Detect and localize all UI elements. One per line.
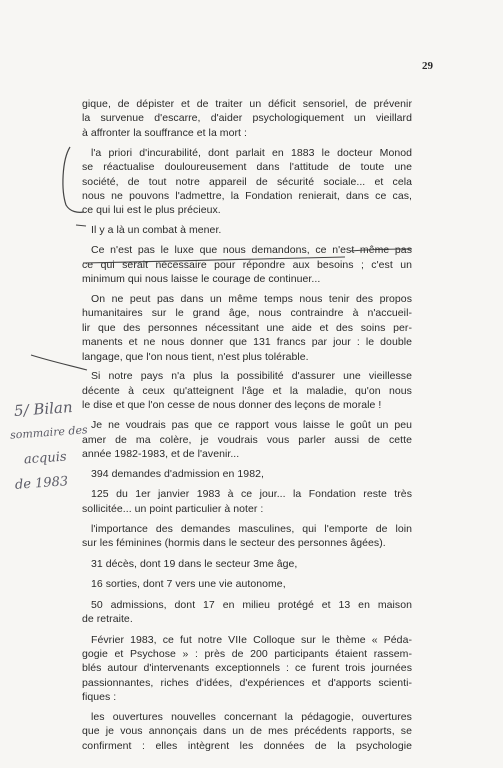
margin-note-line: de 1983	[14, 474, 69, 493]
paragraph-colloque	[82, 633, 412, 705]
paragraph-colere	[82, 418, 412, 461]
text-line: humanitaires sur le grand âge, nous contraindre à n'accueil-	[82, 307, 412, 320]
paragraph-masculines	[82, 522, 412, 551]
text-line: lir que des personnes nécessitant une aide et des soins per-	[82, 321, 412, 334]
paragraph-admissions	[82, 598, 412, 627]
text-line: l'a priori d'incurabilité, dont parlait en 1883 le docteur Monod	[91, 146, 412, 159]
text-line: fiques :	[82, 691, 117, 704]
margin-note-line: acquis	[23, 449, 68, 468]
text-line: 16 sorties, dont 7 vers une vie autonome,	[91, 578, 286, 591]
text-line: société, de tout notre appareil de sécurité sociale... et cela	[82, 175, 412, 188]
text-line: ce qui lui est le plus précieux.	[82, 204, 221, 217]
text-line: amer de ma colère, je voudrais vous parler aussi de cette	[82, 433, 412, 446]
paragraph-luxe	[82, 243, 412, 286]
text-line: Je ne voudrais pas que ce rapport vous laisse le goût un peu	[91, 419, 412, 432]
text-line: de retraite.	[82, 613, 133, 626]
text-line: gique, de dépister et de traiter un déficit sensoriel, de prévenir	[82, 98, 412, 110]
text-line: décente à ceux qu'atteignent l'âge et la maladie, qu'on nous	[82, 384, 412, 397]
paragraph-sollicitee	[82, 487, 412, 516]
text-line: ce qui serait nécessaire pour répondre aux besoins ; c'est un	[82, 258, 412, 271]
text-line: 125 du 1er janvier 1983 à ce jour... la Fondation reste très	[91, 488, 412, 501]
text-line: se réactualise douloureusement dans l'attitude de toute une	[82, 161, 412, 174]
margin-arrow-mark	[31, 355, 87, 370]
text-line: Février 1983, ce fut notre VIIe Colloque sur le thème « Péda-	[91, 633, 412, 646]
margin-note-line: 5/ Bilan	[13, 397, 74, 421]
text-line: manents et ne nous donner que 131 francs par jour : le double	[82, 336, 412, 349]
paragraph-combat	[82, 223, 412, 237]
text-line: Ce n'est pas le luxe que nous demandons, ce n'est même pas	[91, 244, 412, 257]
text-line: à affronter la souffrance et la mort :	[82, 126, 247, 139]
paragraph-demandes	[82, 467, 412, 481]
body-text	[82, 97, 412, 759]
text-line: la survenue d'escarre, d'aider psychologiquement un vieillard	[82, 112, 412, 125]
text-line: Il y a là un combat à mener.	[91, 224, 222, 237]
text-line: sur les féminines (hormis dans le secteur des personnes âgées).	[82, 537, 386, 550]
text-line: passionnantes, riches d'idées, d'expériences et d'apports scienti-	[82, 676, 412, 689]
text-line: les ouvertures nouvelles concernant la pédagogie, ouvertures	[91, 711, 412, 724]
text-line: 50 admissions, dont 17 en milieu protégé et 13 en maison	[91, 598, 412, 611]
text-line: sollicitée... un point particulier à noter :	[82, 502, 264, 515]
text-line: blés autour d'intervenants exceptionnels : ce furent trois journées	[82, 662, 412, 675]
text-line: nous ne pouvons l'admettre, la Fondation renierait, dans ce cas,	[82, 189, 412, 202]
paragraph-sorties	[82, 577, 412, 591]
text-line: année 1982-1983, et de l'avenir...	[82, 447, 240, 460]
paragraph-vieillesse	[82, 369, 412, 412]
text-line: l'importance des demandes masculines, qui l'emporte de loin	[91, 523, 412, 536]
text-line: Si notre pays n'a plus la possibilité d'assurer une vieillesse	[91, 370, 412, 383]
text-line: confirment : elles intègrent les données de la psychologie	[82, 739, 412, 752]
margin-note-line: sommaire des	[9, 423, 89, 442]
text-line: On ne peut pas dans un même temps nous tenir des propos	[91, 292, 412, 305]
text-line: que je vous annonçais dans un de mes précédents rapports, se	[82, 725, 412, 738]
text-line: 31 décès, dont 19 dans le secteur 3me âge,	[91, 557, 298, 570]
text-line: gogie et Psychose » : près de 200 participants étaient rassem-	[82, 647, 412, 660]
text-line: 394 demandes d'admission en 1982,	[91, 467, 264, 480]
paragraph-incurabilite	[82, 146, 412, 218]
paragraph-intro	[82, 97, 412, 140]
paragraph-deces	[82, 557, 412, 571]
margin-bracket-mark	[63, 147, 84, 212]
text-line: le dise et que l'on cesse de nous donner des leçons de morale !	[82, 399, 382, 412]
paragraph-double-langage	[82, 292, 412, 364]
text-line: langage, que l'on nous tient, n'est plus tolérable.	[82, 350, 309, 363]
paragraph-ouvertures	[82, 710, 412, 753]
page-number: 29	[422, 60, 433, 72]
text-line: minimum qui nous laisse le courage de continuer...	[82, 272, 321, 285]
